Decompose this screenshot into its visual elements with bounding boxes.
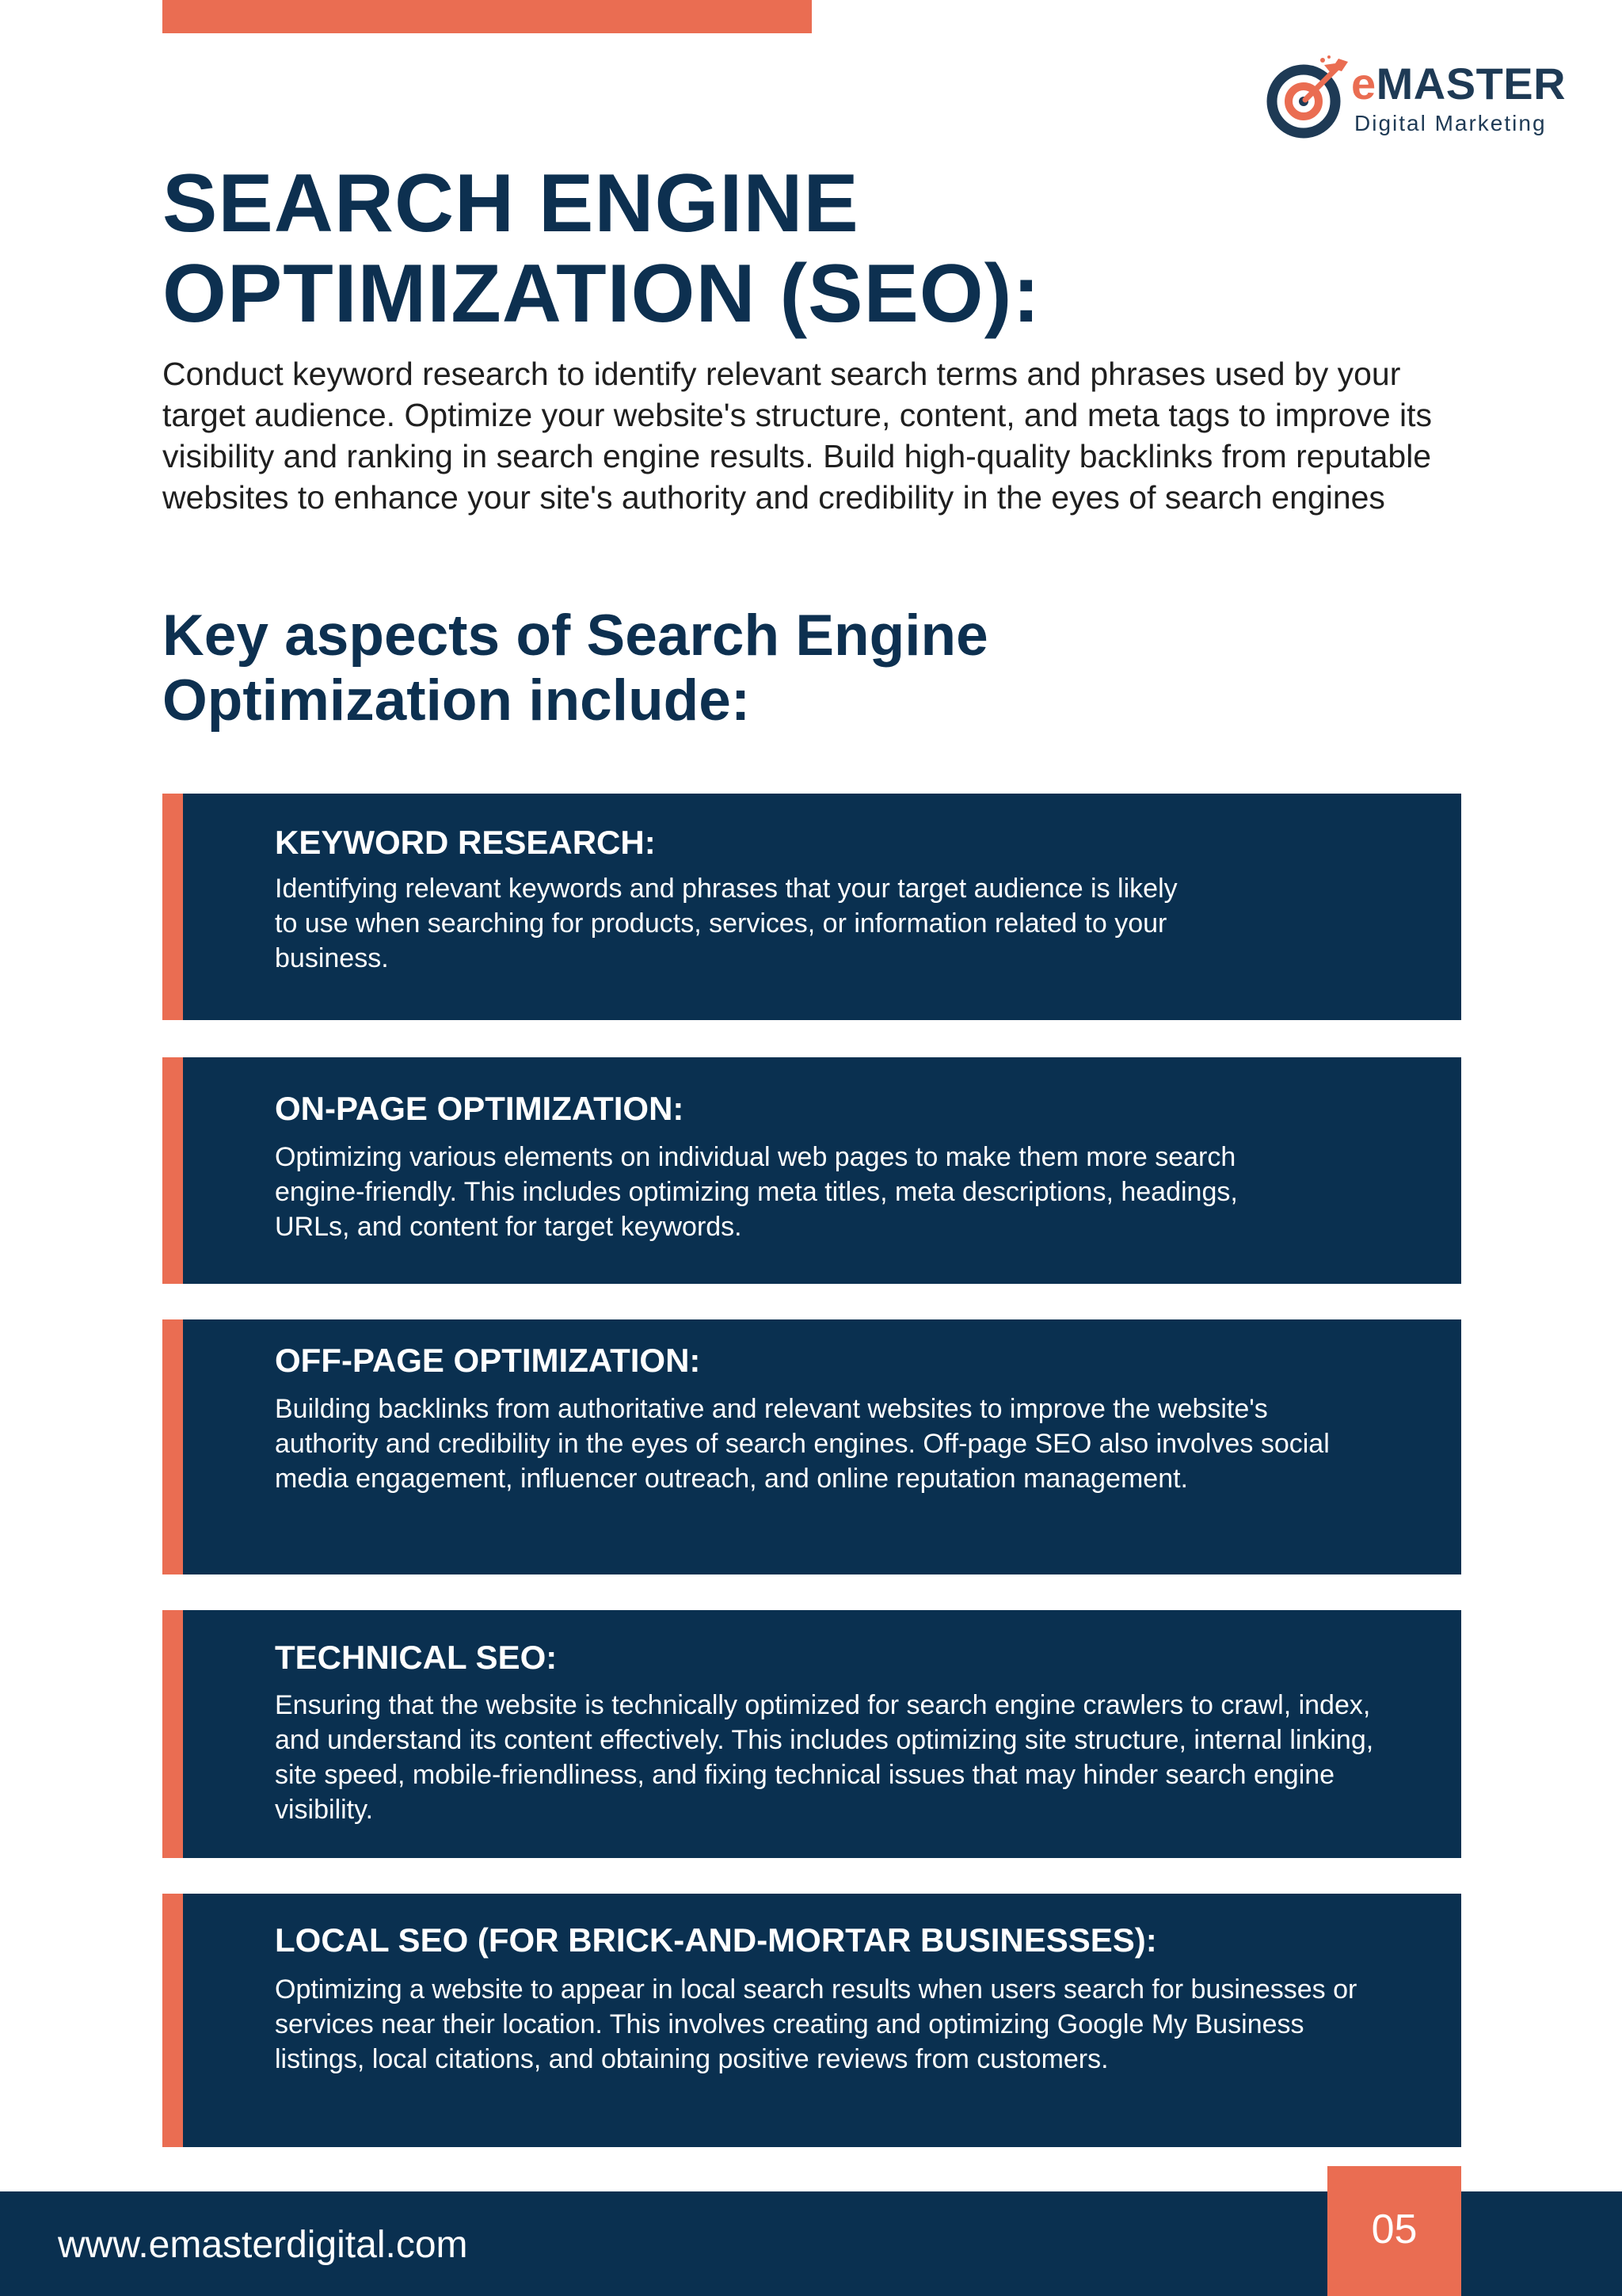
footer-website-link[interactable]: www.emasterdigital.com <box>58 2224 468 2266</box>
aspect-card-keyword-research <box>162 794 1461 1020</box>
aspect-card-local-seo <box>162 1894 1461 2147</box>
brand-name-accent: e <box>1351 59 1376 109</box>
aspect-text: Ensuring that the website is technically optimized for search engine crawlers to crawl, index, and understand its content effectively. This includes optimizing site structure, internal linking, site speed, mobile-friendliness, and fixing technical issues that may hinder search engine visibility. <box>275 1690 1374 1825</box>
page-title: SEARCH ENGINE OPTIMIZATION (SEO): <box>162 158 1041 340</box>
page-number: 05 <box>1371 2207 1418 2252</box>
top-accent-bar <box>162 0 812 33</box>
aspect-title: ON-PAGE OPTIMIZATION: <box>275 1090 684 1127</box>
aspect-title: OFF-PAGE OPTIMIZATION: <box>275 1342 701 1379</box>
aspect-text: Optimizing a website to appear in local search results when users search for businesses or services near their location. This involves creating and optimizing Google My Business listings, local citations, and obtaining positive reviews from customers. <box>275 1974 1357 2074</box>
aspect-text: Identifying relevant keywords and phrases that your target audience is likely to use when searching for products, services, or information related to your business. <box>275 874 1178 973</box>
aspect-title: LOCAL SEO (FOR BRICK-AND-MORTAR BUSINESSES): <box>275 1921 1157 1959</box>
aspect-card-off-page-optimization <box>162 1319 1461 1574</box>
intro-paragraph: Conduct keyword research to identify relevant search terms and phrases used by your target audience. Optimize your website's structure, content, and meta tags to improve its visibility and ranking in search engine results. Build high-quality backlinks from reputable websites to enhance your site's authority and credibility in the eyes of search engines <box>162 356 1433 516</box>
brand-logo <box>1266 55 1567 150</box>
aspect-text: Building backlinks from authoritative and relevant websites to improve the website's authority and credibility in the eyes of search engines. Off-page SEO also involves social media engagement, influencer outreach, and online reputation management. <box>275 1394 1330 1494</box>
target-arrow-icon <box>1266 55 1351 143</box>
brand-name-rest: MASTER <box>1376 59 1567 109</box>
aspect-title: KEYWORD RESEARCH: <box>275 824 656 861</box>
aspect-card-on-page-optimization <box>162 1057 1461 1284</box>
aspect-card-technical-seo <box>162 1610 1461 1858</box>
brand-name <box>1351 60 1566 108</box>
page-number-tab <box>1327 2166 1461 2296</box>
section-heading: Key aspects of Search Engine Optimization include: <box>162 604 988 733</box>
aspect-title: TECHNICAL SEO: <box>275 1639 558 1676</box>
brand-tagline: Digital Marketing <box>1354 111 1547 135</box>
aspect-text: Optimizing various elements on individual web pages to make them more search engine-friendly. This includes optimizing meta titles, meta descriptions, headings, URLs, and content for target keywords. <box>275 1142 1238 1242</box>
